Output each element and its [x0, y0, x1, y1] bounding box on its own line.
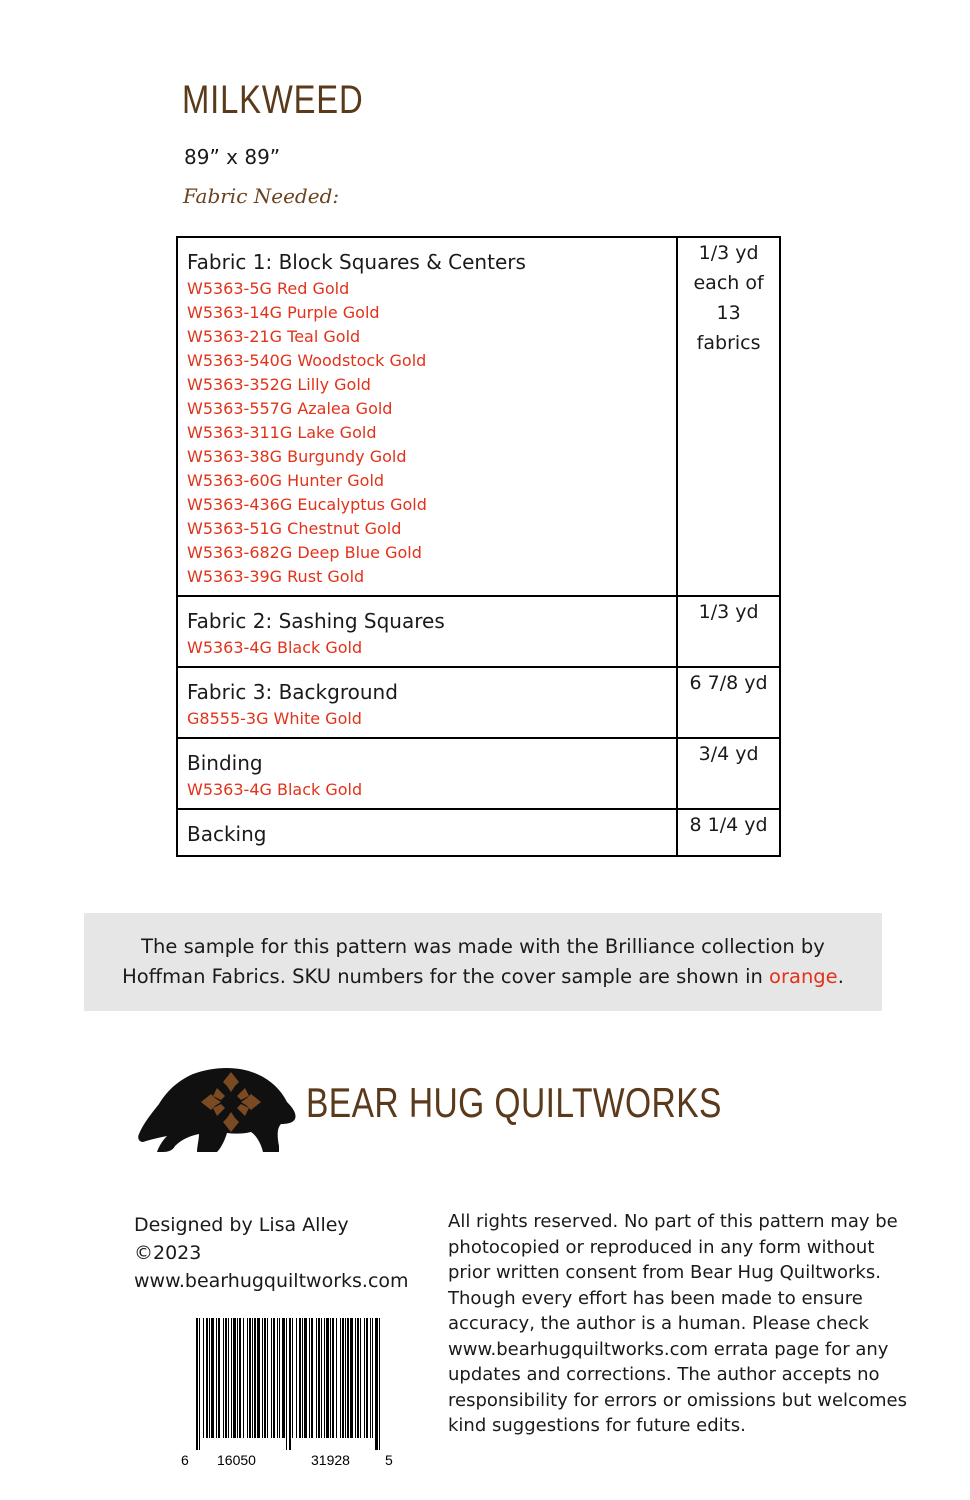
- barcode-group-1: 16050: [217, 1452, 256, 1468]
- note-period: .: [837, 965, 844, 988]
- fabric-sku: W5363-14G Purple Gold: [187, 303, 380, 322]
- barcode-digit-first: 6: [181, 1452, 189, 1468]
- note-orange-word: orange: [769, 965, 838, 988]
- barcode-digit-last: 5: [385, 1452, 393, 1468]
- fabric-sku: W5363-557G Azalea Gold: [187, 399, 393, 418]
- sample-note: [84, 913, 882, 1011]
- fabric-description-cell: [177, 237, 677, 596]
- fabric-sku: W5363-39G Rust Gold: [187, 567, 365, 586]
- fabric-amount: 13: [716, 302, 741, 324]
- fabric-row: [177, 596, 780, 667]
- fabric-sku: W5363-436G Eucalyptus Gold: [187, 495, 427, 514]
- fabric-row: [177, 809, 780, 856]
- barcode-group-2: 31928: [311, 1452, 350, 1468]
- fabric-name: Fabric 1: Block Squares & Centers: [187, 250, 526, 274]
- fabric-description-cell: [177, 809, 677, 856]
- note-line-1: The sample for this pattern was made with the Brilliance collection by: [141, 935, 825, 958]
- copyright-year: ©2023: [134, 1242, 202, 1264]
- fabric-sku: W5363-38G Burgundy Gold: [187, 447, 407, 466]
- fabric-amount: 3/4 yd: [698, 743, 759, 765]
- note-line-2: [84, 962, 882, 992]
- fabric-sku: W5363-5G Red Gold: [187, 279, 350, 298]
- fabric-amount-cell: [677, 667, 780, 738]
- fabric-amount: each of: [693, 272, 764, 294]
- fabric-sku: W5363-21G Teal Gold: [187, 327, 361, 346]
- credits: [134, 1211, 409, 1295]
- fabric-amount: 1/3 yd: [698, 242, 759, 264]
- quilt-size: 89” x 89”: [184, 145, 281, 169]
- fabric-amount-cell: [677, 596, 780, 667]
- fabric-sku: G8555-3G White Gold: [187, 709, 362, 728]
- fabric-row: [177, 738, 780, 809]
- fabric-name: Binding: [187, 751, 263, 775]
- pattern-title: MILKWEED: [182, 78, 364, 122]
- brand-name: BEAR HUG QUILTWORKS: [306, 1079, 722, 1126]
- fabric-row: [177, 667, 780, 738]
- fabric-amount: 8 1/4 yd: [689, 814, 768, 836]
- fabric-amount: 1/3 yd: [698, 601, 759, 623]
- fabric-needed-heading: Fabric Needed:: [183, 184, 340, 208]
- fabric-description-cell: [177, 667, 677, 738]
- fabric-sku: W5363-60G Hunter Gold: [187, 471, 385, 490]
- bear-logo-icon: [135, 1064, 297, 1154]
- fabric-sku: W5363-4G Black Gold: [187, 780, 363, 799]
- fabric-sku: W5363-311G Lake Gold: [187, 423, 377, 442]
- rights-notice: All rights reserved. No part of this pattern may be photocopied or reproduced in any form without prior written consent from Bear Hug Quiltworks. Though every effort has been made to ensure accuracy, the author is a human. Please check www.bearhugquiltworks.com errata page for any updates and corrections. The author accepts no responsibility for errors or omissions but welcomes kind suggestions for future edits.: [448, 1211, 907, 1436]
- fabric-sku: W5363-682G Deep Blue Gold: [187, 543, 422, 562]
- fabric-sku: W5363-4G Black Gold: [187, 638, 363, 657]
- fabric-amount-cell: [677, 809, 780, 856]
- fabric-sku: W5363-540G Woodstock Gold: [187, 351, 427, 370]
- fabric-description-cell: [177, 738, 677, 809]
- fabric-name: Fabric 2: Sashing Squares: [187, 609, 445, 633]
- fabric-name: Fabric 3: Background: [187, 680, 398, 704]
- note-line-2-text: Hoffman Fabrics. SKU numbers for the cover sample are shown in: [122, 965, 770, 988]
- fabric-sku: W5363-352G Lilly Gold: [187, 375, 371, 394]
- website-link[interactable]: www.bearhugquiltworks.com: [134, 1270, 409, 1292]
- fabric-name: Backing: [187, 822, 267, 846]
- fabric-amount: 6 7/8 yd: [689, 672, 768, 694]
- designer-credit: Designed by Lisa Alley: [134, 1214, 349, 1236]
- fabric-row: [177, 237, 780, 596]
- fabric-amount-cell: [677, 237, 780, 596]
- fabric-description-cell: [177, 596, 677, 667]
- fabric-requirements-table: [176, 236, 781, 857]
- fabric-amount: fabrics: [696, 332, 761, 354]
- barcode-icon: [194, 1318, 384, 1450]
- fabric-amount-cell: [677, 738, 780, 809]
- fabric-sku: W5363-51G Chestnut Gold: [187, 519, 402, 538]
